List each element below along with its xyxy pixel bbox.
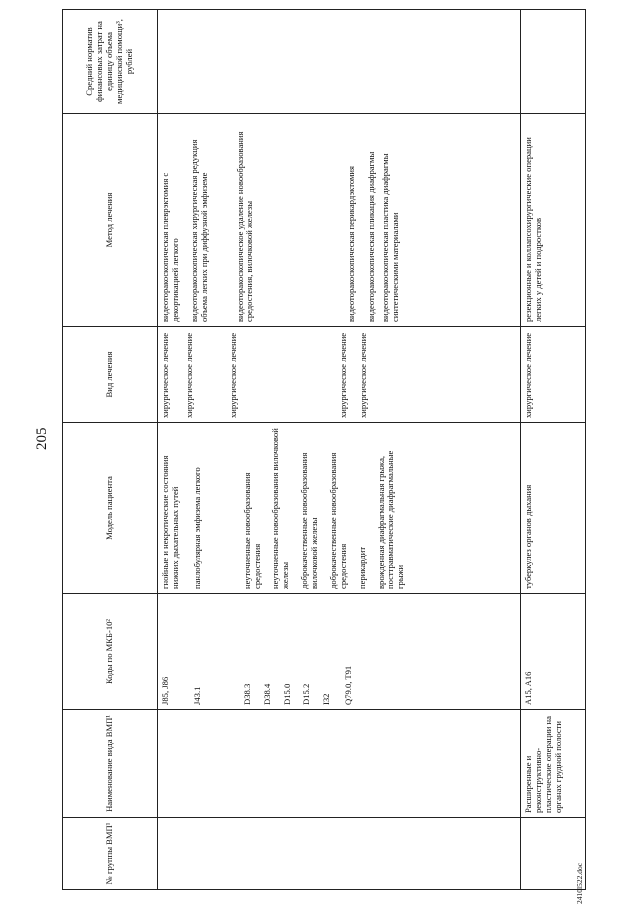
model-2: неуточненные новообразования средостения <box>241 472 262 589</box>
code-3: D38.4 <box>261 683 272 705</box>
model-3: неуточненные новообразования вилочковой железы <box>270 428 291 589</box>
type-8: хирургическое лечение <box>523 332 534 418</box>
cell-models <box>158 423 521 594</box>
rotated-page <box>30 10 590 904</box>
method-8: резекционные и коллапсохирургические операции легких у детей и подростков <box>523 137 544 322</box>
cell-types <box>158 327 521 423</box>
cell-methods <box>158 114 521 327</box>
type-7: хирургическое лечение <box>357 332 368 418</box>
table-row-block-1 <box>158 10 521 890</box>
model-6: перикардит <box>356 546 367 589</box>
cell-cost <box>158 10 521 114</box>
code-6: I32 <box>321 693 332 705</box>
method-7b: видеоторакоскопическая пластика диафрагмы синтетическими материалами <box>380 153 400 322</box>
model-7: врожденная диафрагмальная грыжа, посттравматические диафрагмальные грыжи <box>375 450 406 589</box>
vmp-table <box>62 9 586 890</box>
header-patient-model: Модель пациента <box>63 423 158 594</box>
header-treatment-type: Вид лечения <box>63 327 158 423</box>
code-5: D15.2 <box>301 683 312 705</box>
method-6: видеоторакоскопическая перикардэктомия <box>346 166 357 322</box>
model-8: туберкулез органов дыхания <box>523 484 534 589</box>
type-0: хирургическое лечение <box>160 332 170 418</box>
method-0: видеоторакоскопическая плеврэктомия с декортикацией легкого <box>160 172 180 322</box>
cell-vmp-name <box>158 710 521 818</box>
header-group-number: № группы ВМП¹ <box>63 818 158 890</box>
method-2: видеоторакоскопическое удаление новообразования средостения, вилочковой железы <box>234 131 255 322</box>
model-0: гнойные и некротические состояния нижних дыхательных путей <box>160 455 180 589</box>
model-1: панлобулярная эмфизема легкого <box>191 467 202 589</box>
model-4: доброкачественные новообразования вилочковой железы <box>299 452 319 589</box>
type-6: хирургическое лечение <box>337 332 348 418</box>
vmp-name-extended-operations: Расширенные и реконструктивно-пластические операции на органах грудной полости <box>523 716 563 813</box>
type-1: хирургическое лечение <box>183 332 194 418</box>
cell-codes-2 <box>521 594 586 710</box>
cell-codes <box>158 594 521 710</box>
header-vmp-name: Наименование вида ВМП¹ <box>63 710 158 818</box>
cell-types-2 <box>521 327 586 423</box>
header-treatment-method: Метод лечения <box>63 114 158 327</box>
cell-group-number <box>158 818 521 890</box>
code-0: J85, J86 <box>160 676 170 705</box>
code-2: D38.3 <box>241 683 252 705</box>
header-cost-norm: Средний норматив финансовых затрат на единицу объема медицинской помощи³, рублей <box>63 10 158 114</box>
table-row-block-2 <box>521 10 586 890</box>
header-icd-codes: Коды по МКБ-10² <box>63 594 158 710</box>
code-8: A15, A16 <box>523 671 534 705</box>
code-1: J43.1 <box>191 686 202 705</box>
cell-methods-2 <box>521 114 586 327</box>
method-7a: видеоторакоскопическая пликация диафрагмы <box>366 151 377 322</box>
model-5: доброкачественные новообразования средостения <box>327 452 348 589</box>
document-code: 2410l522.doc <box>575 862 584 904</box>
cell-models-2 <box>521 423 586 594</box>
page-number: 205 <box>34 427 50 450</box>
code-4: D15.0 <box>281 683 292 705</box>
method-1: видеоторакоскопическая хирургическая редукция объема легких при диффузной эмфиземе <box>188 139 209 322</box>
table-header-row <box>63 10 158 890</box>
code-7: Q79.0, T91 <box>343 665 354 705</box>
cell-vmp-name-2 <box>521 710 586 818</box>
cell-cost-2 <box>521 10 586 114</box>
type-2: хирургическое лечение <box>227 332 238 418</box>
